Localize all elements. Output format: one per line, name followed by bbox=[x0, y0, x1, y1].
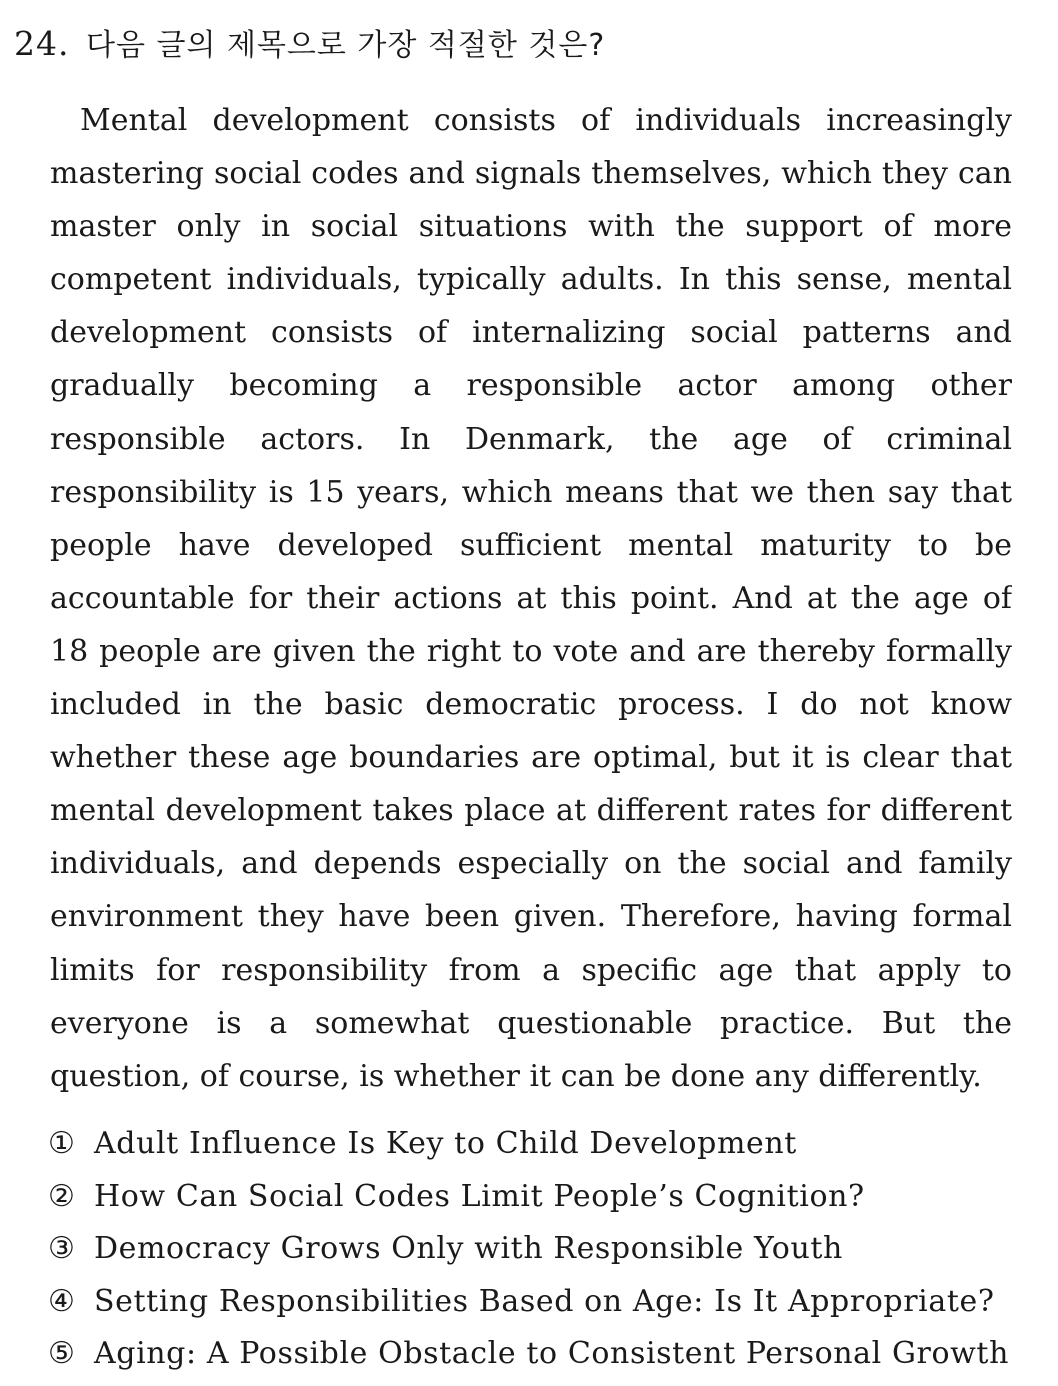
question-header bbox=[14, 20, 1034, 70]
passage-line: competent individuals, typically adults. In this sense, mental bbox=[50, 262, 1012, 298]
question-number: 24. bbox=[14, 24, 70, 63]
passage-line: Mental development consists of individuals increasingly bbox=[80, 103, 1012, 138]
passage-line: people have developed sufficient mental maturity to be bbox=[50, 527, 1012, 563]
answer-choices bbox=[48, 1118, 1012, 1381]
passage-line: whether these age boundaries are optimal, but it is clear that bbox=[50, 740, 1012, 776]
passage-line: accountable for their actions at this point. And at the age of bbox=[50, 580, 1012, 616]
passage-line: mental development takes place at different rates for different bbox=[50, 793, 1012, 829]
choice-3[interactable] bbox=[48, 1223, 1012, 1276]
choice-mark: ⑤ bbox=[48, 1336, 76, 1371]
choice-1[interactable] bbox=[48, 1118, 1012, 1171]
choice-mark: ② bbox=[48, 1178, 76, 1214]
passage-line: development consists of internalizing social patterns and bbox=[50, 315, 1012, 351]
choice-mark: ④ bbox=[48, 1283, 76, 1319]
choice-mark: ③ bbox=[48, 1231, 76, 1266]
choice-text: Democracy Grows Only with Responsible Youth bbox=[94, 1231, 843, 1266]
passage-line: individuals, and depends especially on the social and family bbox=[50, 846, 1012, 882]
choice-mark: ① bbox=[48, 1126, 76, 1161]
choice-text: How Can Social Codes Limit People’s Cognition? bbox=[94, 1178, 865, 1214]
passage-line: responsibility is 15 years, which means that we then say that bbox=[50, 474, 1012, 510]
choice-text: Setting Responsibilities Based on Age: Is It Appropriate? bbox=[94, 1283, 995, 1319]
question-prompt: 다음 글의 제목으로 가장 적절한 것은? bbox=[85, 28, 606, 63]
choice-2[interactable] bbox=[48, 1171, 1012, 1224]
passage-line: environment they have been given. Therefore, having formal bbox=[50, 899, 1012, 935]
passage-line: everyone is a somewhat questionable practice. But the bbox=[50, 1005, 1012, 1041]
passage-line: mastering social codes and signals themselves, which they can bbox=[50, 156, 1012, 192]
passage-line: master only in social situations with the support of more bbox=[50, 209, 1012, 245]
choice-5[interactable] bbox=[48, 1328, 1012, 1381]
passage-line: included in the basic democratic process. I do not know bbox=[50, 687, 1012, 723]
passage-line: 18 people are given the right to vote and are thereby formally bbox=[50, 633, 1012, 669]
choice-4[interactable] bbox=[48, 1276, 1012, 1329]
choice-text: Adult Influence Is Key to Child Development bbox=[94, 1126, 797, 1161]
passage-line: limits for responsibility from a specific age that apply to bbox=[50, 952, 1012, 988]
passage-line: question, of course, is whether it can be done any differently. bbox=[50, 1058, 982, 1094]
passage-line: gradually becoming a responsible actor among other bbox=[50, 368, 1012, 404]
choice-text: Aging: A Possible Obstacle to Consistent Personal Growth bbox=[94, 1336, 1010, 1371]
passage-line: responsible actors. In Denmark, the age of criminal bbox=[50, 421, 1012, 457]
passage bbox=[50, 94, 1012, 1103]
